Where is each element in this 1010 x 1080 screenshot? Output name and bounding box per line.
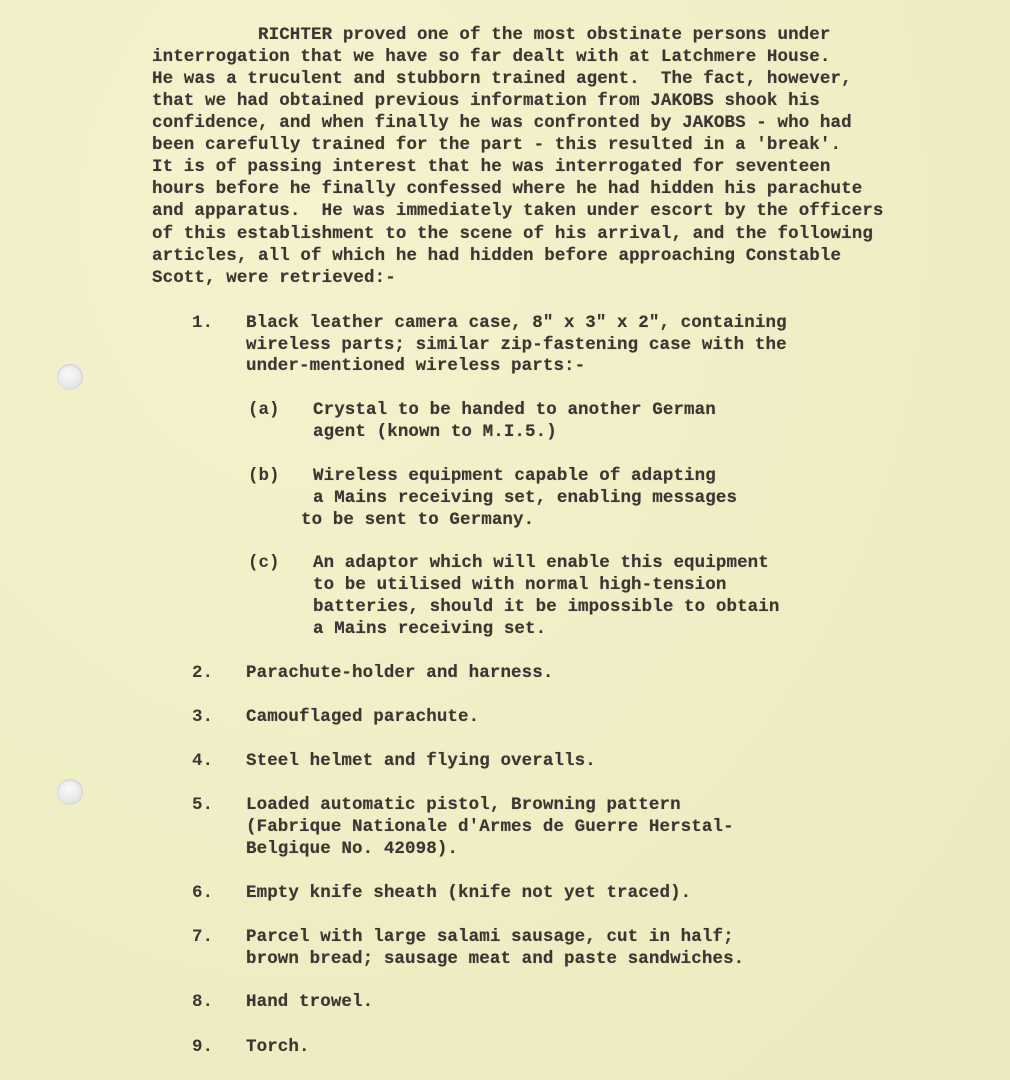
item-text: Black leather camera case, 8" x 3" x 2", containing <box>246 313 787 333</box>
paragraph-line: hours before he finally confessed where he had hidden his parachute <box>152 179 863 199</box>
item-text: Loaded automatic pistol, Browning pattern <box>246 795 681 815</box>
paragraph-line: that we had obtained previous information from JAKOBS shook his <box>152 91 820 111</box>
subitem-text: An adaptor which will enable this equipment <box>313 553 769 573</box>
subitem-text: to be utilised with normal high-tension <box>313 575 727 595</box>
paragraph-line: It is of passing interest that he was interrogated for seventeen <box>152 157 831 177</box>
paragraph-line: been carefully trained for the part - this resulted in a 'break'. <box>152 135 842 155</box>
item-number: 8. <box>192 992 214 1012</box>
paragraph-line: He was a truculent and stubborn trained agent. The fact, however, <box>152 69 852 89</box>
item-text: Torch. <box>246 1037 310 1057</box>
item-number: 4. <box>192 751 214 771</box>
item-text: Hand trowel. <box>246 992 374 1012</box>
subitem-text: Crystal to be handed to another German <box>313 400 716 420</box>
item-text: under-mentioned wireless parts:- <box>246 356 586 376</box>
subitem-text: agent (known to M.I.5.) <box>313 422 557 442</box>
subitem-text: Wireless equipment capable of adapting <box>313 466 716 486</box>
paragraph-line: of this establishment to the scene of his arrival, and the following <box>152 224 873 244</box>
item-number: 9. <box>192 1037 214 1057</box>
item-text: Belgique No. 42098). <box>246 839 459 859</box>
paragraph-line: confidence, and when finally he was confronted by JAKOBS - who had <box>152 113 852 133</box>
paragraph-line: and apparatus. He was immediately taken under escort by the officers <box>152 201 884 221</box>
punch-hole-upper <box>57 364 83 390</box>
item-number: 2. <box>192 663 214 683</box>
subitem-text: a Mains receiving set. <box>313 619 547 639</box>
punch-hole-lower <box>57 779 83 805</box>
item-text: Steel helmet and flying overalls. <box>246 751 596 771</box>
item-text: Parcel with large salami sausage, cut in half; <box>246 927 734 947</box>
subitem-label: (a) <box>248 400 280 420</box>
paragraph-line: RICHTER proved one of the most obstinate persons under <box>258 25 831 45</box>
paragraph-line: interrogation that we have so far dealt with at Latchmere House. <box>152 47 831 67</box>
subitem-label: (b) <box>248 466 280 486</box>
item-text: Empty knife sheath (knife not yet traced). <box>246 883 692 903</box>
subitem-text: batteries, should it be impossible to obtain <box>313 597 780 617</box>
subitem-label: (c) <box>248 553 280 573</box>
item-text: (Fabrique Nationale d'Armes de Guerre Herstal- <box>246 817 734 837</box>
item-number: 7. <box>192 927 214 947</box>
item-number: 3. <box>192 707 214 727</box>
item-number: 6. <box>192 883 214 903</box>
item-text: wireless parts; similar zip-fastening case with the <box>246 335 787 355</box>
paragraph-line: Scott, were retrieved:- <box>152 268 396 288</box>
item-number: 5. <box>192 795 214 815</box>
subitem-text: a Mains receiving set, enabling messages <box>313 488 738 508</box>
paragraph-line: articles, all of which he had hidden before approaching Constable <box>152 246 842 266</box>
item-text: Camouflaged parachute. <box>246 707 480 727</box>
item-number: 1. <box>192 313 214 333</box>
item-text: brown bread; sausage meat and paste sandwiches. <box>246 949 745 969</box>
subitem-text: to be sent to Germany. <box>301 510 535 530</box>
item-text: Parachute-holder and harness. <box>246 663 554 683</box>
